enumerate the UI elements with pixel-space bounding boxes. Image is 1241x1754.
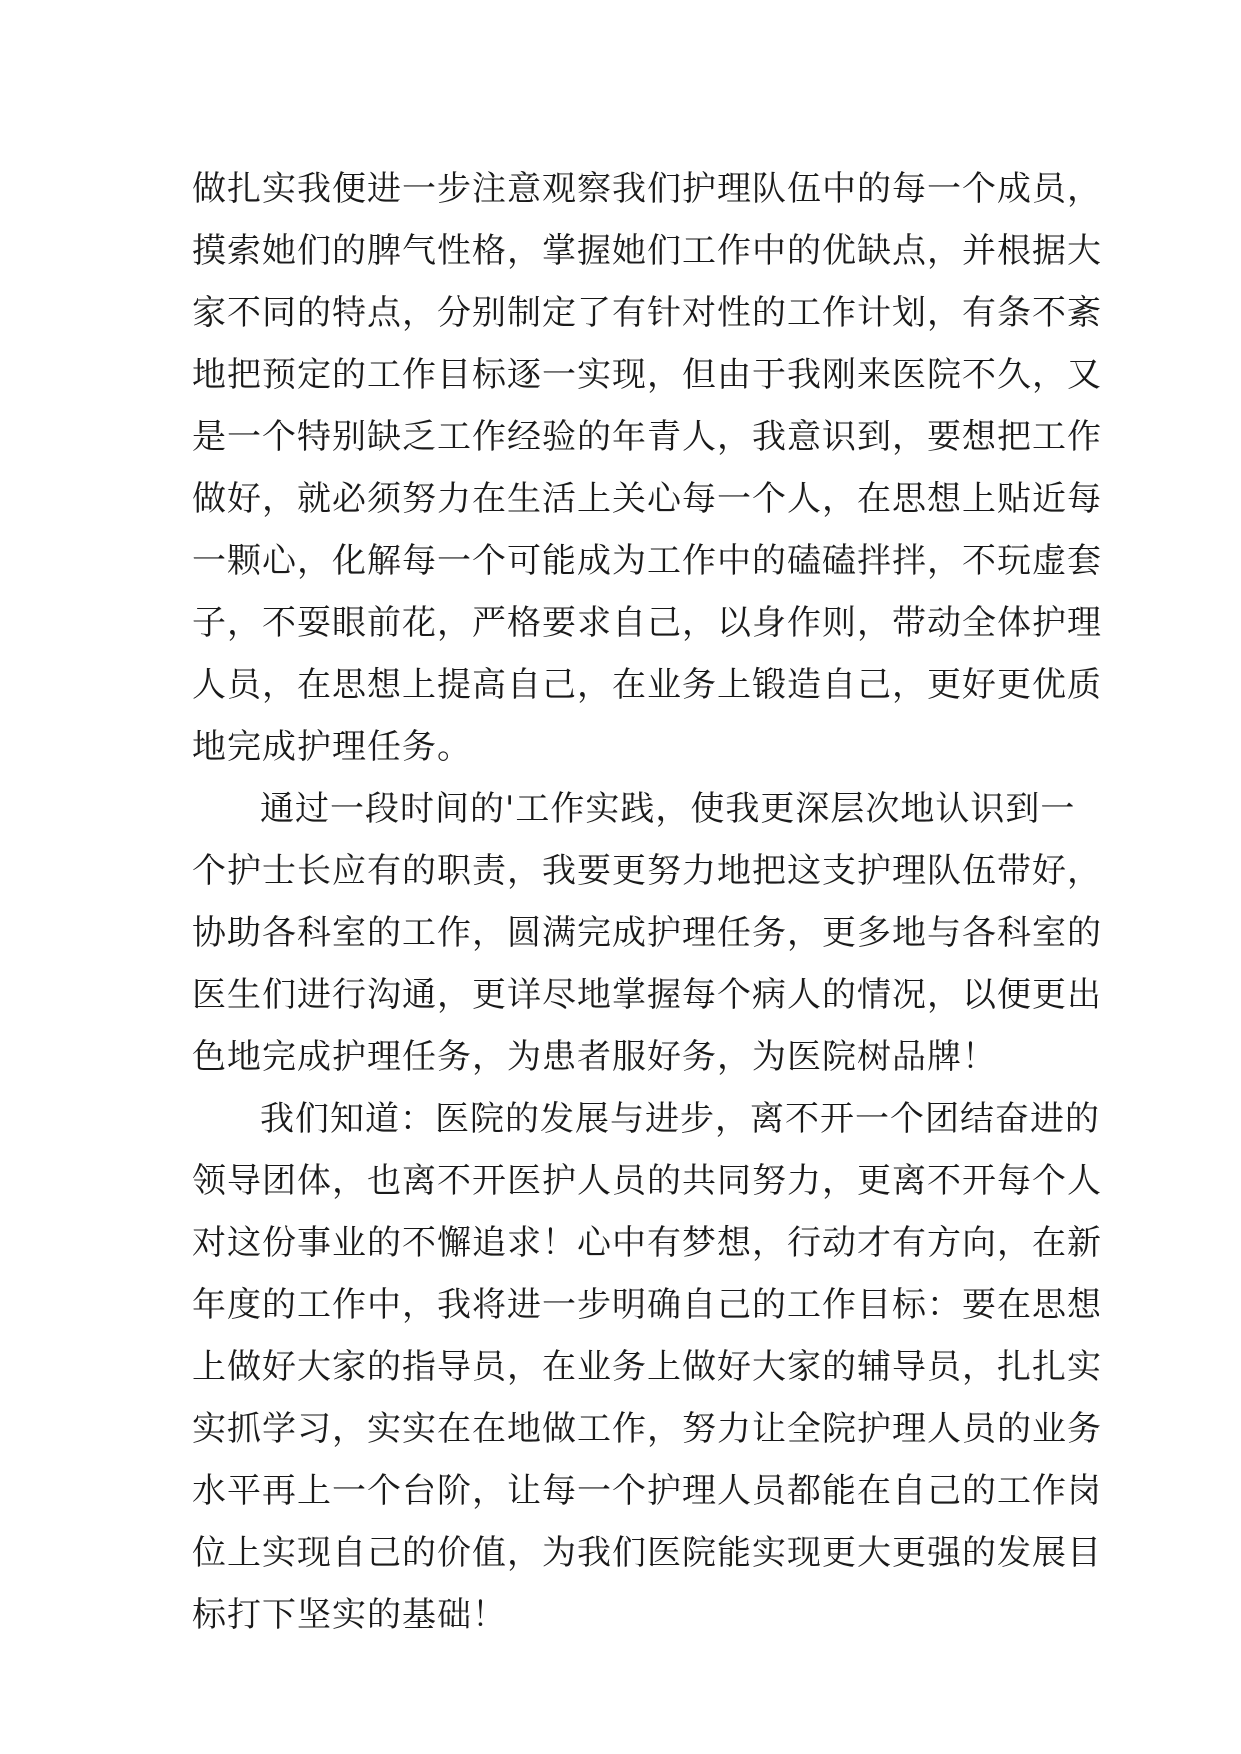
text-line: 领导团体，也离不开医护人员的共同努力，更离不开每个人 <box>192 1161 1102 1201</box>
text-line: 对这份事业的不懈追求！心中有梦想，行动才有方向，在新 <box>192 1223 1102 1263</box>
text-line: 一颗心，化解每一个可能成为工作中的磕磕拌拌，不玩虚套 <box>192 541 1102 581</box>
text-line: 我们知道：医院的发展与进步，离不开一个团结奋进的 <box>260 1099 1100 1139</box>
text-line: 年度的工作中，我将进一步明确自己的工作目标：要在思想 <box>192 1285 1102 1325</box>
text-line: 做好，就必须努力在生活上关心每一个人，在思想上贴近每 <box>192 479 1102 519</box>
text-line: 子，不耍眼前花，严格要求自己，以身作则，带动全体护理 <box>192 603 1102 643</box>
text-line: 色地完成护理任务，为患者服好务，为医院树品牌！ <box>192 1037 997 1077</box>
text-line: 地完成护理任务。 <box>192 727 472 767</box>
text-line: 标打下坚实的基础！ <box>192 1595 507 1635</box>
paragraph-1 <box>192 158 1102 778</box>
paragraph-3 <box>192 1088 1102 1646</box>
text-line: 个护士长应有的职责，我要更努力地把这支护理队伍带好， <box>192 851 1102 891</box>
text-line: 水平再上一个台阶，让每一个护理人员都能在自己的工作岗 <box>192 1471 1102 1511</box>
text-line: 位上实现自己的价值，为我们医院能实现更大更强的发展目 <box>192 1533 1102 1573</box>
text-line: 地把预定的工作目标逐一实现，但由于我刚来医院不久，又 <box>192 355 1102 395</box>
text-line: 做扎实我便进一步注意观察我们护理队伍中的每一个成员， <box>192 169 1102 209</box>
text-line: 实抓学习，实实在在地做工作，努力让全院护理人员的业务 <box>192 1409 1102 1449</box>
text-line: 上做好大家的指导员，在业务上做好大家的辅导员，扎扎实 <box>192 1347 1102 1387</box>
text-line: 通过一段时间的'工作实践，使我更深层次地认识到一 <box>260 789 1076 829</box>
text-line: 家不同的特点，分别制定了有针对性的工作计划，有条不紊 <box>192 293 1102 333</box>
text-line: 医生们进行沟通，更详尽地掌握每个病人的情况，以便更出 <box>192 975 1102 1015</box>
text-line: 协助各科室的工作，圆满完成护理任务，更多地与各科室的 <box>192 913 1102 953</box>
text-line: 人员，在思想上提高自己，在业务上锻造自己，更好更优质 <box>192 665 1102 705</box>
paragraph-2 <box>192 778 1102 1088</box>
text-line: 摸索她们的脾气性格，掌握她们工作中的优缺点，并根据大 <box>192 231 1102 271</box>
text-line: 是一个特别缺乏工作经验的年青人，我意识到，要想把工作 <box>192 417 1102 457</box>
document-body <box>192 158 1102 1646</box>
